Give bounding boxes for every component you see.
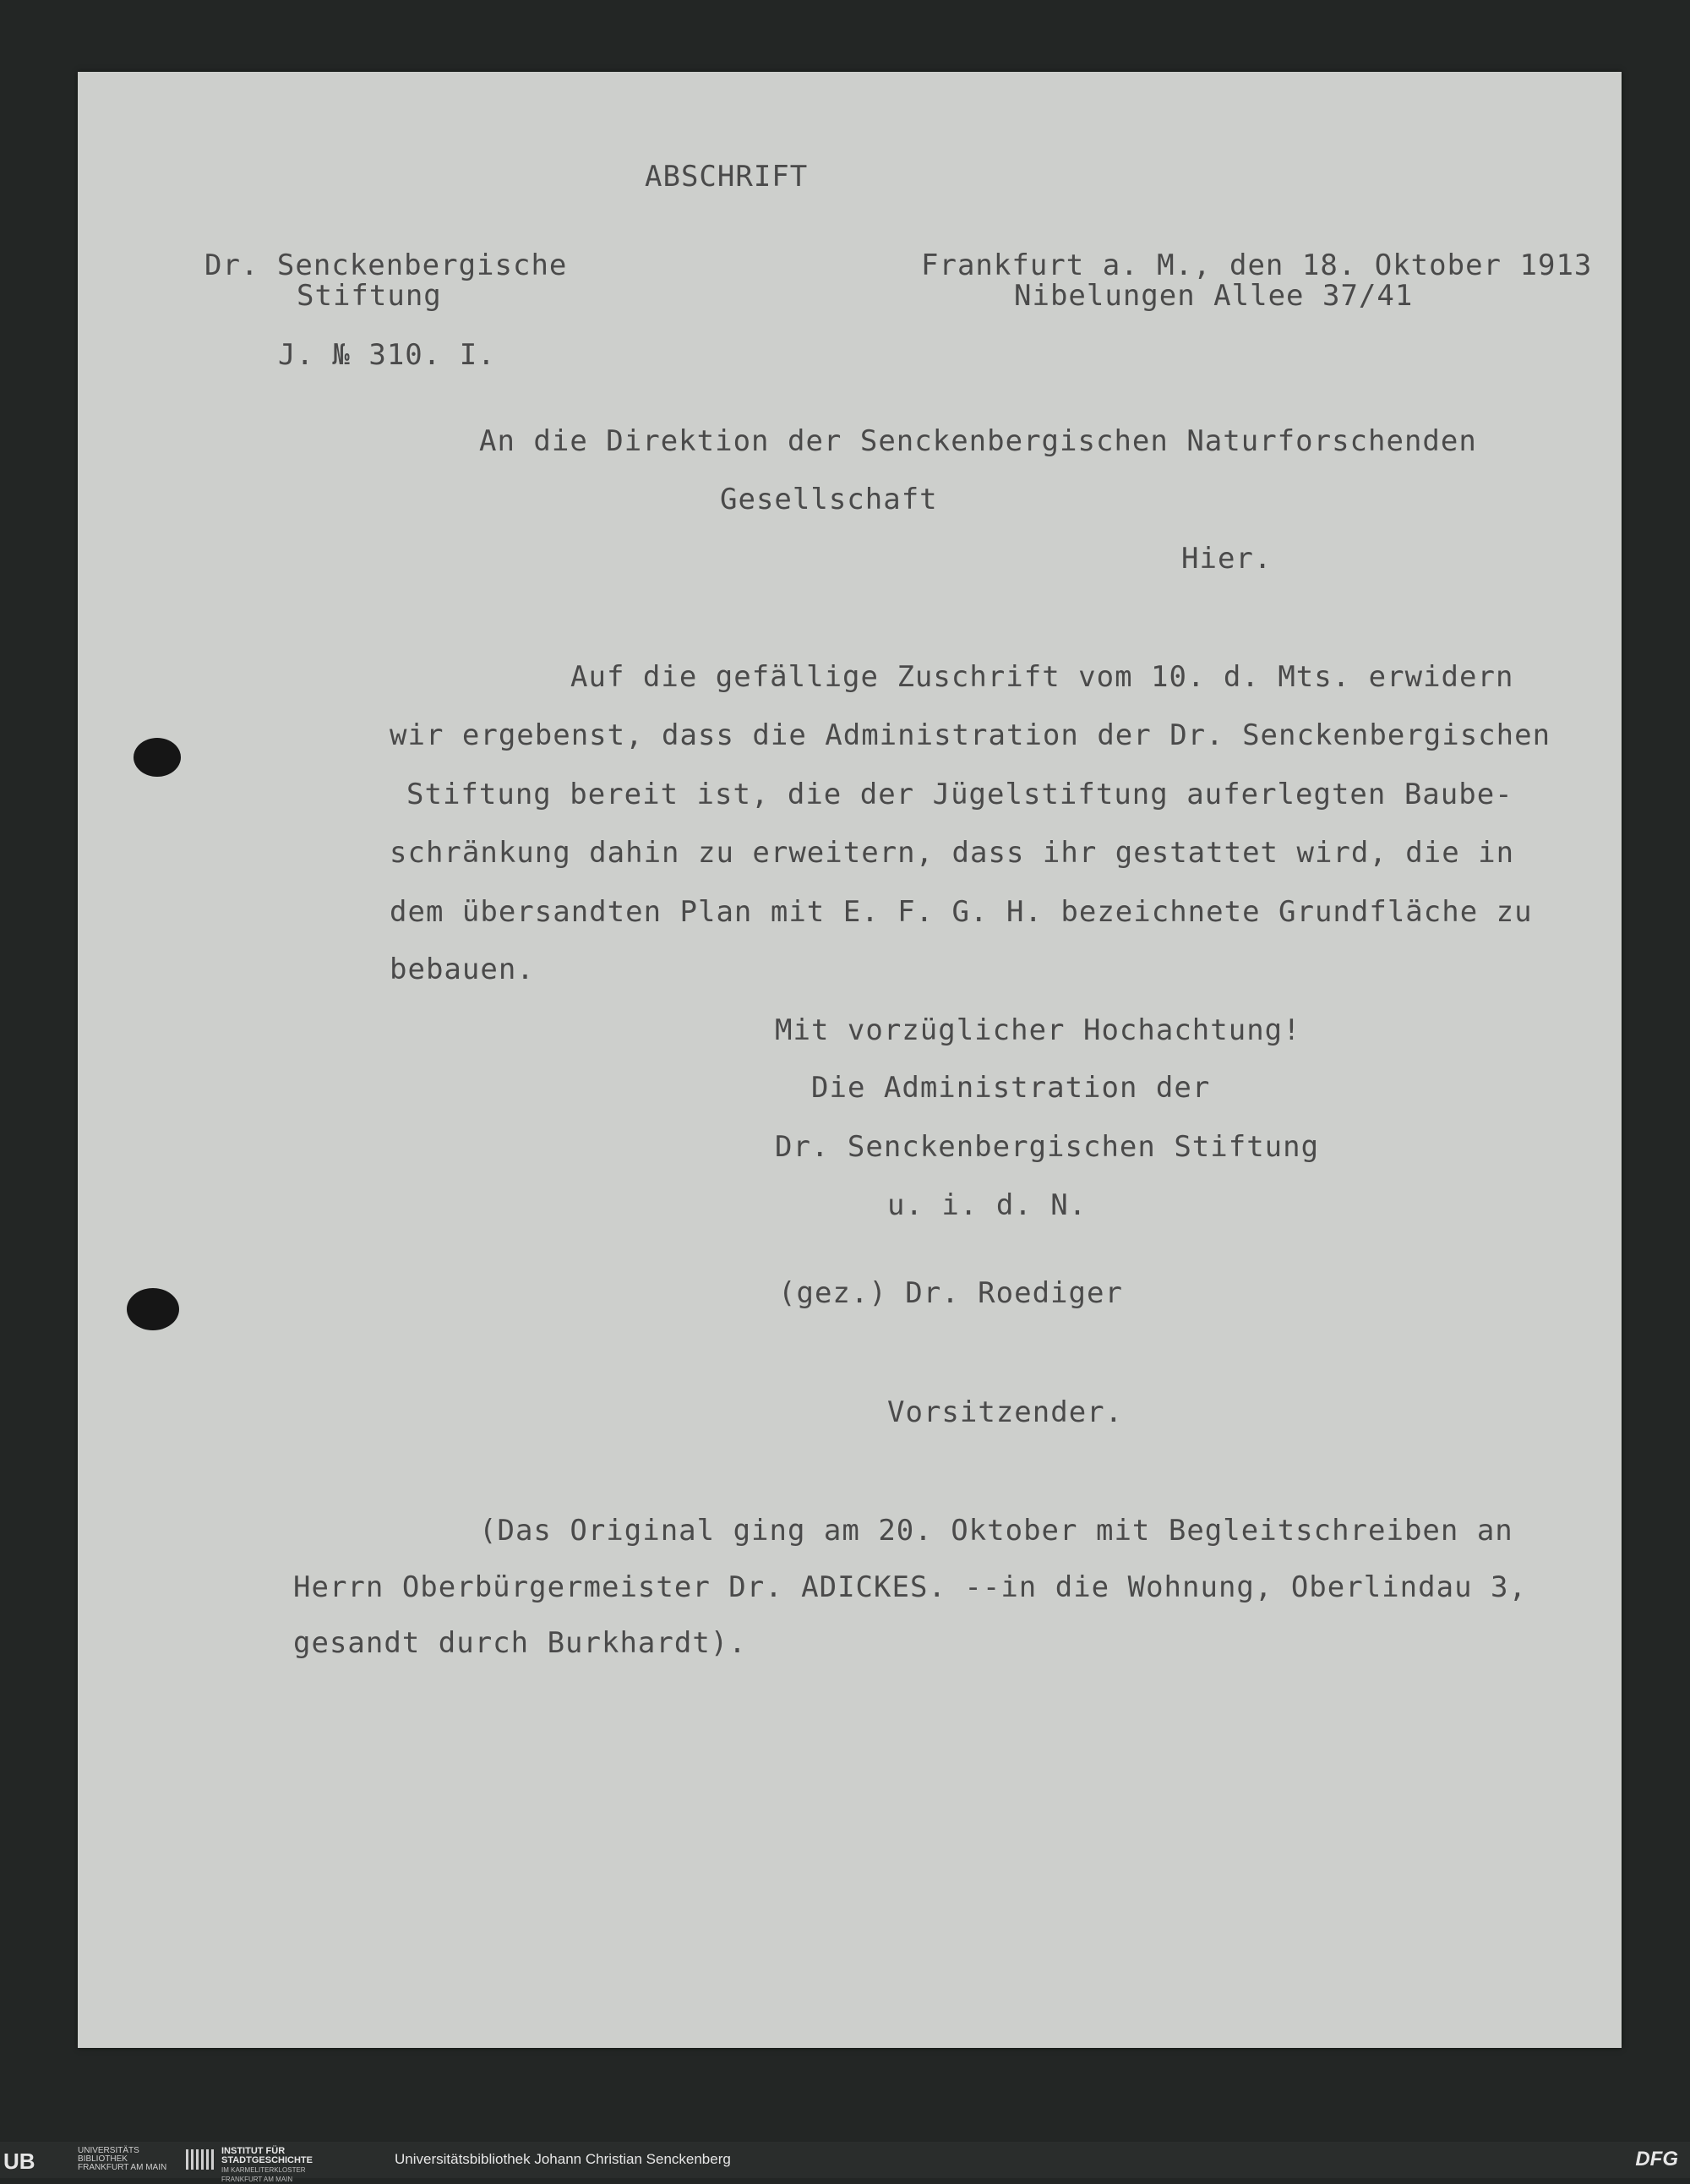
institute-building-icon — [184, 2146, 218, 2171]
note-line: (Das Original ging am 20. Oktober mit Begleitschreiben an — [479, 1514, 1513, 1548]
sender-line-2: Stiftung — [297, 279, 442, 313]
document-page — [78, 72, 1622, 2048]
institute-line-1: INSTITUT FÜR — [221, 2146, 286, 2156]
document-heading: ABSCHRIFT — [645, 160, 809, 194]
signatory-title: Vorsitzender. — [887, 1395, 1124, 1429]
note-line: gesandt durch Burkhardt). — [293, 1626, 747, 1660]
dfg-logo: DFG — [1635, 2148, 1678, 2170]
recipient-line-1: An die Direktion der Senckenbergischen Naturforschenden — [479, 424, 1477, 458]
ub-logo-text: UNIVERSITÄTS BIBLIOTHEK FRANKFURT AM MAIN — [78, 2146, 167, 2172]
punch-hole — [134, 738, 181, 777]
closing-org-line-1: Die Administration der — [811, 1071, 1211, 1105]
note-line: Herrn Oberbürgermeister Dr. ADICKES. --in die Wohnung, Oberlindau 3, — [293, 1570, 1527, 1604]
signature: (gez.) Dr. Roediger — [778, 1276, 1123, 1310]
journal-number: J. № 310. I. — [278, 338, 496, 372]
sender-line-1: Dr. Senckenbergische — [204, 248, 568, 282]
recipient-line-2: Gesellschaft — [720, 483, 938, 516]
library-name: Universitätsbibliothek Johann Christian Senckenberg — [395, 2151, 731, 2167]
ub-logo: UB — [3, 2149, 35, 2174]
place-date-line-1: Frankfurt a. M., den 18. Oktober 1913 — [921, 248, 1593, 282]
closing-greeting: Mit vorzüglicher Hochachtung! — [775, 1013, 1301, 1047]
body-line: Stiftung bereit ist, die der Jügelstiftung auferlegten Baube- — [406, 778, 1513, 811]
body-line: schränkung dahin zu erweitern, dass ihr gestattet wird, die in — [390, 836, 1515, 870]
body-line: dem übersandten Plan mit E. F. G. H. bezeichnete Grundfläche zu — [390, 895, 1533, 929]
closing-abbrev: u. i. d. N. — [887, 1188, 1088, 1222]
body-line: Auf die gefällige Zuschrift vom 10. d. Mts. erwidern — [570, 660, 1514, 694]
institute-line-2: STADTGESCHICHTE — [221, 2155, 313, 2165]
place-date-line-2: Nibelungen Allee 37/41 — [1014, 279, 1414, 313]
closing-org-line-2: Dr. Senckenbergischen Stiftung — [775, 1130, 1320, 1164]
body-line: wir ergebenst, dass die Administration der Dr. Senckenbergischen — [390, 718, 1551, 752]
institute-line-3: IM KARMELITERKLOSTER FRANKFURT AM MAIN — [221, 2166, 306, 2183]
footer-bar — [0, 2142, 1690, 2183]
punch-hole — [127, 1288, 179, 1330]
body-line: bebauen. — [390, 953, 535, 986]
institute-logo-text — [221, 2147, 313, 2184]
recipient-line-3: Hier. — [1181, 542, 1273, 576]
